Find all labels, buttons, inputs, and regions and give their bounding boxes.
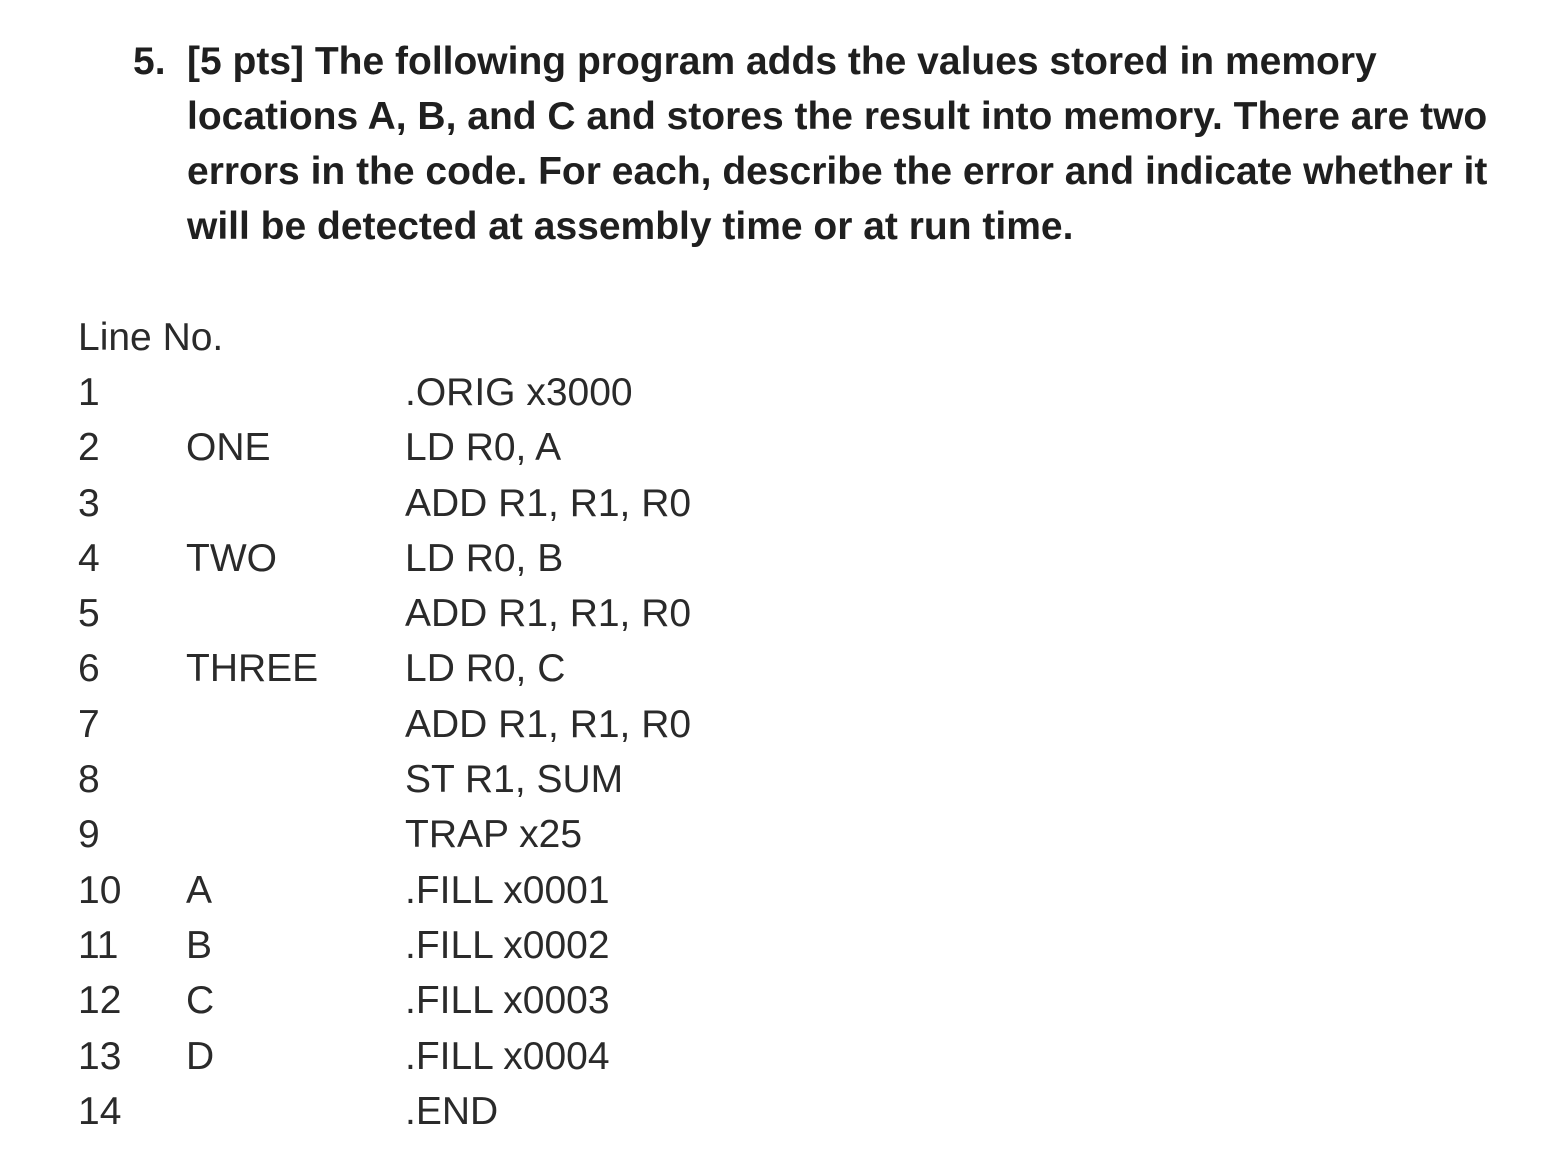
code-row <box>78 365 978 420</box>
code-row <box>78 752 978 807</box>
code-instruction: LD R0, A <box>405 426 562 470</box>
code-row <box>78 420 978 475</box>
code-label: C <box>186 979 215 1023</box>
code-label: THREE <box>186 647 319 691</box>
code-row <box>78 697 978 752</box>
code-row <box>78 918 978 973</box>
question-text-line: [5 pts] The following program adds the values stored in memory <box>187 40 1377 83</box>
code-instruction: ADD R1, R1, R0 <box>405 592 692 636</box>
line-number-header: Line No. <box>78 316 224 359</box>
code-row <box>78 531 978 586</box>
code-instruction: .FILL x0003 <box>405 979 610 1023</box>
code-row <box>78 1084 978 1139</box>
code-instruction: ADD R1, R1, R0 <box>405 702 692 746</box>
line-number: 2 <box>78 426 100 470</box>
code-row <box>78 807 978 862</box>
question-text <box>187 34 1507 254</box>
line-number: 1 <box>78 371 100 414</box>
code-row <box>78 586 978 641</box>
line-number: 10 <box>78 868 122 912</box>
code-row <box>78 641 978 696</box>
line-number: 12 <box>78 979 122 1023</box>
code-label: B <box>186 923 213 967</box>
code-label: D <box>186 1034 215 1078</box>
line-number: 13 <box>78 1034 122 1078</box>
code-instruction: .FILL x0004 <box>405 1034 610 1078</box>
code-instruction: ADD R1, R1, R0 <box>405 481 692 525</box>
code-label: A <box>186 868 213 912</box>
code-row <box>78 973 978 1028</box>
code-instruction: .ORIG x3000 <box>405 371 633 414</box>
code-instruction: TRAP x25 <box>405 813 583 857</box>
line-number: 4 <box>78 536 100 580</box>
code-instruction: ST R1, SUM <box>405 758 624 802</box>
question-number: 5. <box>133 40 166 83</box>
line-number: 14 <box>78 1089 122 1133</box>
line-number: 8 <box>78 758 100 802</box>
question-text-line: locations A, B, and C and stores the result into memory. There are two <box>187 95 1488 138</box>
code-row <box>78 476 978 531</box>
line-number: 3 <box>78 481 100 525</box>
code-instruction: LD R0, C <box>405 647 566 691</box>
line-number: 9 <box>78 813 100 857</box>
code-instruction: LD R0, B <box>405 536 564 580</box>
code-instruction: .END <box>405 1089 499 1133</box>
code-instruction: .FILL x0002 <box>405 923 610 967</box>
code-row <box>78 863 978 918</box>
code-label: ONE <box>186 426 271 470</box>
line-number: 11 <box>78 923 119 967</box>
question-text-line: will be detected at assembly time or at run time. <box>187 205 1074 248</box>
code-row <box>78 1029 978 1084</box>
question-text-line: errors in the code. For each, describe the error and indicate whether it <box>187 150 1488 193</box>
code-listing <box>78 365 978 1139</box>
line-number: 7 <box>78 702 100 746</box>
question-block <box>133 34 1523 254</box>
line-number: 6 <box>78 647 100 691</box>
code-label: TWO <box>186 536 277 580</box>
line-number: 5 <box>78 592 100 636</box>
code-instruction: .FILL x0001 <box>405 868 610 912</box>
